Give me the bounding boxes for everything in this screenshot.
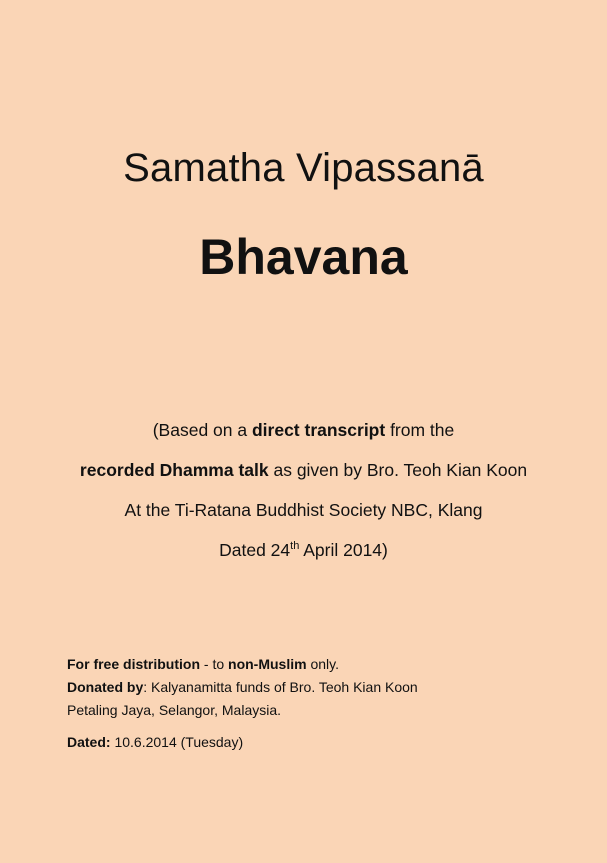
donated-by: [67, 676, 587, 699]
distribution-mid: - to: [200, 656, 229, 672]
intro-line-2-suffix: as given by Bro. Teoh Kian Koon: [268, 460, 528, 480]
location: Petaling Jaya, Selangor, Malaysia.: [67, 702, 282, 718]
distribution-audience: non-Muslim: [228, 656, 307, 672]
document-title: Samatha Vipassanā: [123, 146, 484, 190]
intro-line-2-bold: recorded Dhamma talk: [79, 460, 269, 480]
intro-line-1-suffix: from the: [385, 420, 455, 440]
intro-line-4-prefix: Dated 24: [219, 540, 291, 560]
intro-line-1-bold: direct transcript: [251, 420, 386, 440]
distribution-note: [67, 653, 587, 676]
dated-line: [67, 731, 587, 754]
intro-line-1: [0, 410, 607, 450]
document-subtitle: Bhavana: [199, 229, 408, 285]
intro-line-4-suffix: April 2014): [299, 540, 388, 560]
intro-block: [0, 410, 607, 570]
intro-line-1-prefix: (Based on a: [152, 420, 252, 440]
dated-label: Dated:: [67, 734, 111, 750]
donated-label: Donated by: [67, 679, 144, 695]
dated-value: 10.6.2014 (Tuesday): [110, 734, 244, 750]
donated-text: : Kalyanamitta funds of Bro. Teoh Kian Koon: [143, 679, 418, 695]
distribution-suffix: only.: [306, 656, 339, 672]
distribution-bold: For free distribution: [67, 656, 200, 672]
footer-block: [67, 653, 587, 754]
intro-line-2: [0, 450, 607, 490]
intro-line-3: At the Ti-Ratana Buddhist Society NBC, Klang: [124, 500, 483, 520]
intro-line-4: [0, 530, 607, 570]
intro-line-4-superscript: th: [290, 540, 300, 553]
